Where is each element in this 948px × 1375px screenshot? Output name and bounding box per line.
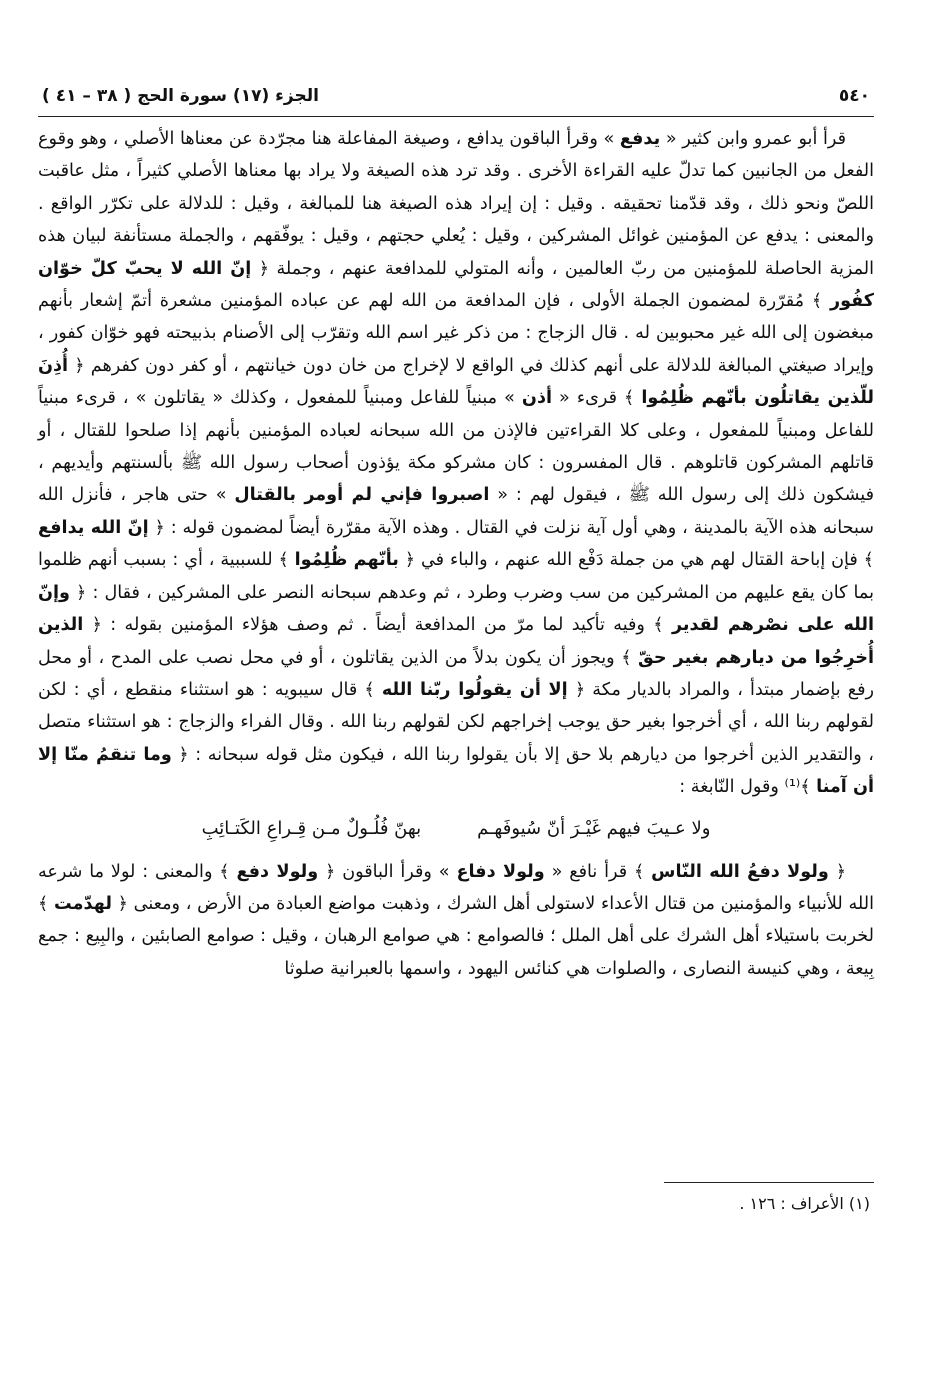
text-run: » مبنياً للفاعل ومبنياً للمفعول ، وكذلك « يقاتلون » ، قرىء مبنياً للفاعل ومبنياً للمفعول ، وعلى كلا القراءتين فالإذن من الله سبحانه لعباده المؤمنين بأنهم إذا صلحوا للقتال ، أو قاتلهم المشركون قاتلوهم . قال المفسرون : كان مشركو مكة يؤذون أصحاب رسول الله ﷺ بألسنتهم وأيديهم ، فيشكون ذلك إلى رسول الله ﷺ ، فيقول لهم : « <box>38 388 874 506</box>
quran-quote: يدفع <box>619 129 661 149</box>
quran-quote: أذن <box>521 388 552 409</box>
quran-quote: الذين أُخرِجُوا من ديارهم بغير حقّ <box>38 615 874 668</box>
text-run: ﴿ <box>828 861 847 882</box>
text-run: ﴾ مُقرّرة لمضمون الجملة الأولى ، فإن المدافعة من الله لهم عن عباده المؤمنين مشعرة أتمّ إشعار بأنهم مبغضون إلى الله غير محبوبين له . قال الزجاج : من ذكر غير اسم الله وتقرّب إلى الأصنام بذبيحته فهو خوّان كفور ، وإيراد صيغتي المبالغة للدلالة على أنهم كذلك في الواقع لا لإخراج من خان دون خيانتهم ، أو كفر دون كفرهم ﴿ <box>38 291 874 376</box>
text-run: ﴾ والمعنى : لولا ما شرعه الله للأنبياء والمؤمنين من قتال الأعداء لاستولى أهل الشرك ، وذهبت مواضع العبادة من الأرض ، ومعنى ﴿ <box>38 861 874 914</box>
page-number: ٥٤٠ <box>838 86 870 106</box>
verse-hemistich-second: بهنّ فُلُـولٌ مـن قِـراعِ الكَتـائِبِ <box>201 817 422 839</box>
page-header <box>38 82 874 117</box>
quran-quote: وإنّ الله على نصْرهم لقدير <box>38 582 874 636</box>
text-run: ﴾ قرىء « <box>552 388 642 409</box>
text-run: ﴾ للسببية ، أي : بسبب أنهم ظلموا بما كان يقع عليهم من المشركين من سب وضرب وطرد ، ثم وعدهم سبحانه النصر على المشركين ، فقال : ﴿ <box>38 550 874 603</box>
main-text <box>38 123 874 985</box>
text-run: قرأ أبو عمرو وابن كثير « <box>660 129 846 149</box>
quran-quote: بأنّهم ظُلِمُوا <box>294 550 399 571</box>
quran-quote: إنّ الله يدافع <box>38 517 149 538</box>
paragraph <box>38 123 874 804</box>
text-run: ﴾ قال سيبويه : هو استثناء منقطع ، أي : لكن لقولهم ربنا الله ، أي أخرجوا بغير حق يوجب إخراجهم لكن لقولهم ربنا الله . وقال الفراء والزجاج : هو استثناء متصل ، والتقدير الذين أخرجوا من ديارهم بلا حق إلا بأن يقولوا ربنا الله ، فيكون مثل قوله سبحانه : ﴿ <box>38 679 874 765</box>
quran-quote: ولولا دفعُ الله النّاس <box>651 861 829 882</box>
text-run: ﴾ لخربت باستيلاء أهل الشرك على أهل الملل ؛ فالصوامع : هي صوامع الرهبان ، وقيل : صوامع الصابئين ، والبِيع : جمع بِيعة ، وهي كنيسة النصارى ، والصلوات هي كنائس اليهود ، واسمها بالعبرانية صلوثا <box>38 893 874 979</box>
quran-quote: ولولا دفع <box>236 861 319 882</box>
quran-quote: اصبروا فإني لم أومر بالقتال <box>234 485 490 506</box>
text-run: ﴾ قرأ نافع « <box>544 861 652 882</box>
quran-quote: ولولا دفاع <box>456 861 545 882</box>
footnote: (١) الأعراف : ١٢٦ . <box>739 1194 870 1213</box>
quran-quote: لهدّمت <box>54 893 112 914</box>
text-run: » وقرأ الباقون يدافع ، وصيغة المفاعلة هنا مجرّدة عن معناها الأصلي ، وهو وقوع الفعل من الجانبين كما تدلّ عليه القراءة الأخرى . وقد ترد هذه الصيغة ولا يراد بها معناها الأصلي كثيراً ، مثل عاقبت اللصّ ونحو ذلك ، وقد قدّمنا تحقيقه . وقيل : إن إيراد هذه الصيغة هنا للمبالغة ، وقيل : للدلالة على تكرّر الواقع . والمعنى : يدفع عن المؤمنين غوائل المشركين ، وقيل : يُعلي حجتهم ، وقيل : يوفّقهم ، والجملة مستأنفة لبيان هذه المزية الحاصلة للمؤمنين من ربّ العالمين ، وأنه المتولي للمدافعة عنهم ، وجملة ﴿ <box>38 129 874 279</box>
verse-hemistich-first: ولا عـيبَ فيهم غَيْـرَ أنّ سُيوفَهـم <box>477 817 711 839</box>
text-run: ﴾ وفيه تأكيد لما مرّ من المدافعة أيضاً . ثم وصف هؤلاء المؤمنين بقوله : ﴿ <box>83 615 672 636</box>
poetry-verse <box>38 810 874 848</box>
footnote-divider <box>664 1182 874 1183</box>
quran-quote: أُذِنَ للّذين يقاتلُون بأنّهم ظُلِمُوا <box>38 355 874 409</box>
text-run: » حتى هاجر ، فأنزل الله سبحانه هذه الآية بالمدينة ، وهي أول آية نزلت في القتال . وهذه الآية مقرّرة أيضاً لمضمون قوله : ﴿ <box>38 485 874 538</box>
text-run: ﴾ ويجوز أن يكون بدلاً من الذين يقاتلون ، أو في محل نصب على المدح ، أو محل رفع بإضمار مبتدأ ، والمراد بالديار مكة ﴿ <box>38 647 874 700</box>
running-title: الجزء (١٧) سورة الحج ( ٣٨ – ٤١ ) <box>42 86 319 106</box>
quran-quote: إلا أن يقولُوا ربّنا الله <box>381 679 568 700</box>
text-run: » وقرأ الباقون ﴿ <box>318 861 457 882</box>
paragraph <box>38 856 874 986</box>
book-page <box>38 82 874 1213</box>
quran-quote: إنّ الله لا يحبّ كلّ خوّان كفُور <box>38 258 874 312</box>
text-run: ﴾⁽¹⁾ وقول النّابغة : <box>679 777 817 798</box>
quran-quote: وما تنقمُ منّا إلا أن آمنا <box>38 744 874 798</box>
text-run: ﴾ فإن إباحة القتال لهم هي من جملة دَفْع الله عنهم ، والباء في ﴿ <box>398 550 874 571</box>
